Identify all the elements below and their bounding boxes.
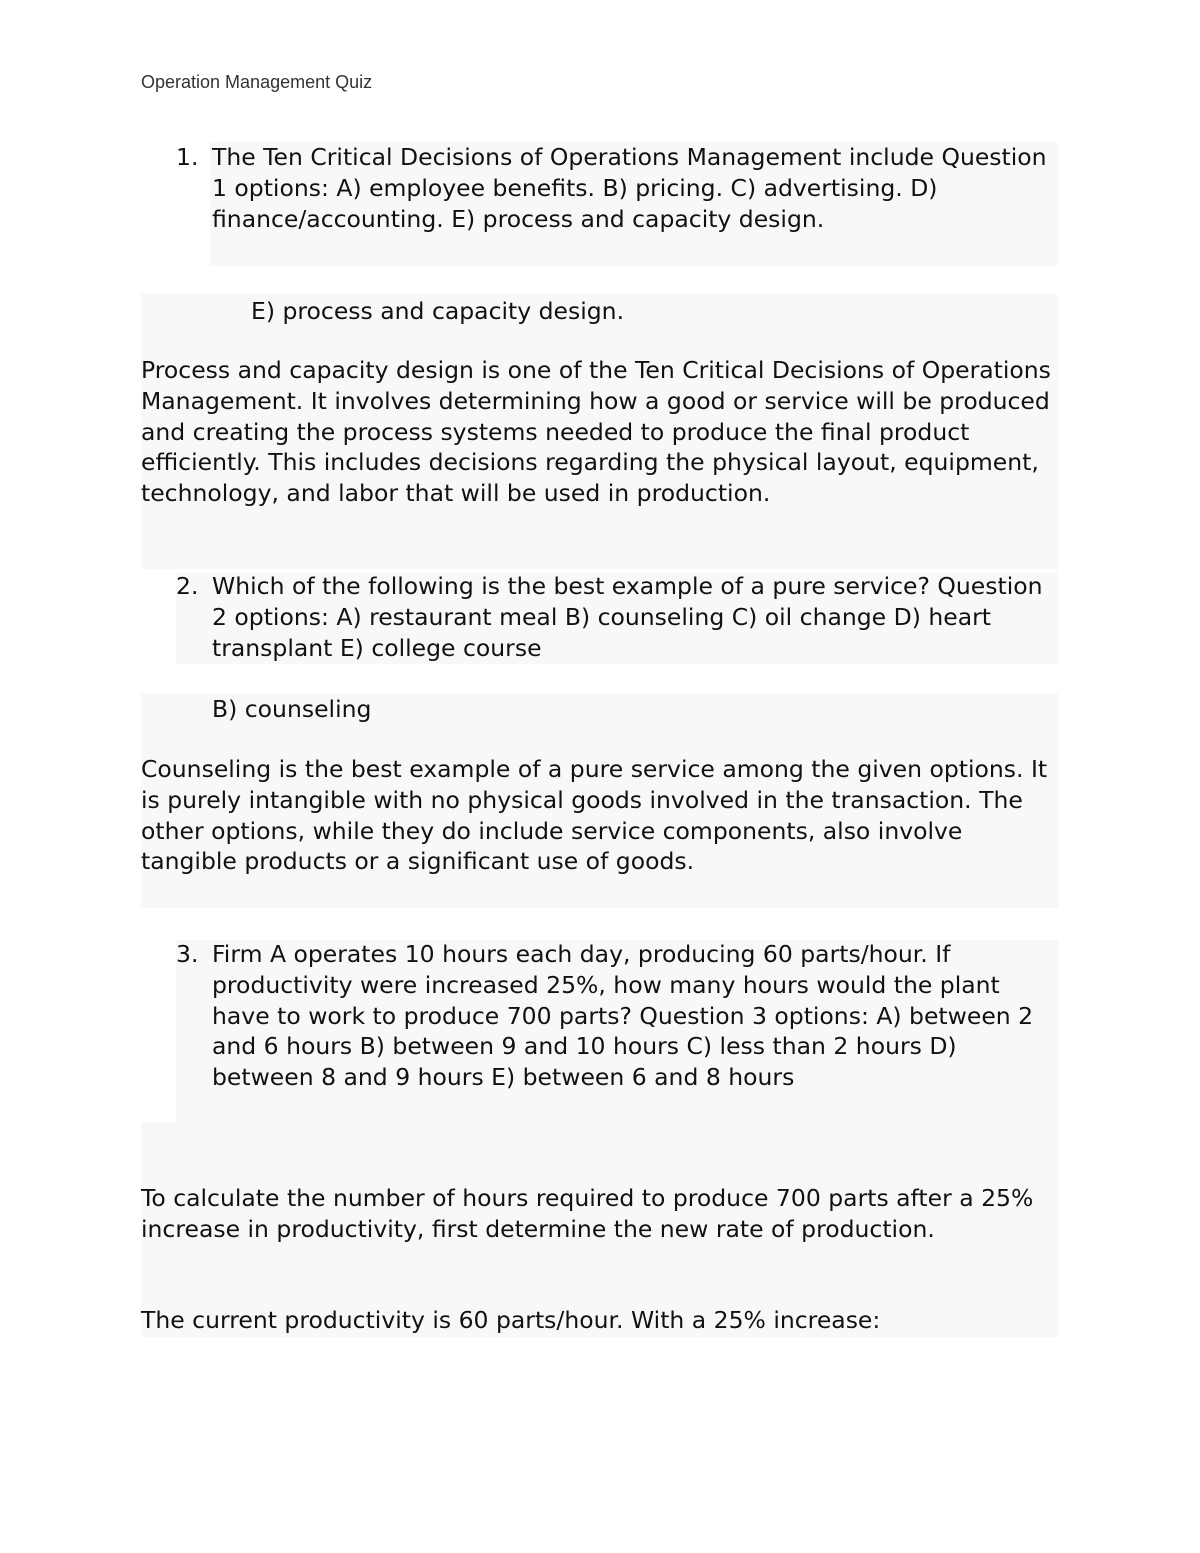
question-number: 1.	[176, 143, 199, 171]
question-text: The Ten Critical Decisions of Operations Management include Question 1 options: A) employee benefits. B) pricing. C) advertising. D) finance/accounting. E) process and capacity design.	[212, 143, 1047, 233]
question-number: 3.	[176, 940, 199, 968]
document-header: Operation Management Quiz	[141, 72, 373, 92]
answer-1: E) process and capacity design.	[251, 297, 625, 325]
explanation-3a: To calculate the number of hours required to produce 700 parts after a 25% increase in productivity, first determine the new rate of production.	[141, 1184, 1034, 1243]
question-number: 2.	[176, 572, 199, 600]
question-text: Which of the following is the best example of a pure service? Question 2 options: A) restaurant meal B) counseling C) oil change D) heart transplant E) college course	[212, 572, 1043, 662]
explanation-1: Process and capacity design is one of the Ten Critical Decisions of Operations Management. It involves determining how a good or service will be produced and creating the process systems needed to produce the final product efficiently. This includes decisions regarding the physical layout, equipment, technology, and labor that will be used in production.	[141, 356, 1051, 508]
explanation-2: Counseling is the best example of a pure service among the given options. It is purely intangible with no physical goods involved in the transaction. The other options, while they do include service components, also involve tangible products or a significant use of goods.	[141, 755, 1048, 876]
answer-2: B) counseling	[212, 695, 372, 723]
question-text: Firm A operates 10 hours each day, producing 60 parts/hour. If productivity were increased 25%, how many hours would the plant have to work to produce 700 parts? Question 3 options: A) between 2 and 6 hours B) between 9 and 10 hours C) less than 2 hours D) between 8 and 9 hours E) between 6 and 8 hours	[212, 940, 1034, 1092]
explanation-3b: The current productivity is 60 parts/hour. With a 25% increase:	[141, 1306, 881, 1334]
